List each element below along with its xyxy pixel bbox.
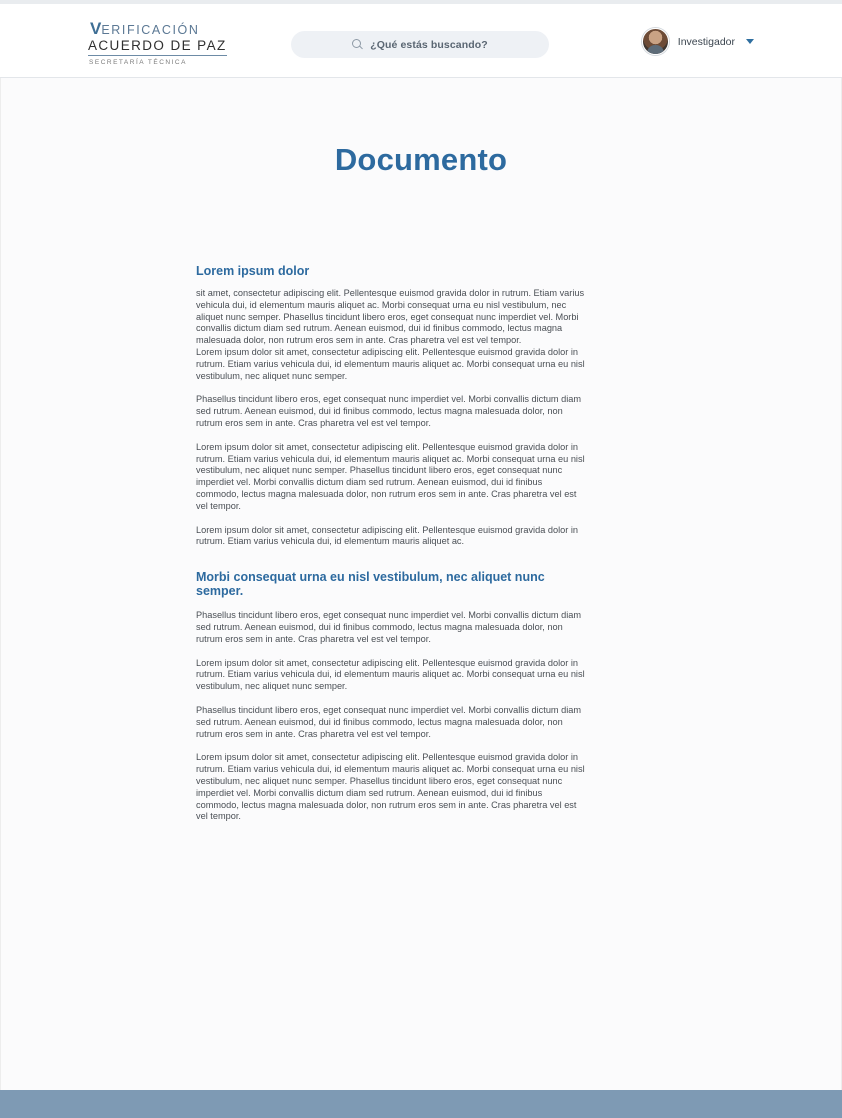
paragraph: sit amet, consectetur adipiscing elit. Pellentesque euismod gravida dolor in rutrum. Etiam varius vehicula dui, id elementum mauris aliquet ac. Morbi consequat urna eu nisl vestibulum, nec aliquet nunc semper. Phasellus tincidunt libero eros, eget consequat nunc imperdiet vel. Morbi convallis dictum diam sed rutrum. Aenean euismod, dui id finibus commodo, lectus magna malesuada dolor, non rutrum eros sem in ante. Cras pharetra vel est vel tempor. bbox=[196, 288, 585, 346]
chevron-down-icon[interactable] bbox=[746, 39, 754, 44]
brand-line-verificacion bbox=[88, 19, 288, 38]
paragraph: Phasellus tincidunt libero eros, eget consequat nunc imperdiet vel. Morbi convallis dictum diam sed rutrum. Aenean euismod, dui id finibus commodo, lectus magna malesuada dolor, non rutrum eros sem in ante. Cras pharetra vel est vel tempor. bbox=[196, 610, 582, 644]
paragraph: Lorem ipsum dolor sit amet, consectetur adipiscing elit. Pellentesque euismod gravida dolor in rutrum. Etiam varius vehicula dui, id elementum mauris aliquet ac. Morbi consequat urna eu nisl vestibulum, nec aliquet nunc semper. Phasellus tincidunt libero eros, eget consequat nunc imperdiet vel. Morbi convallis dictum diam sed rutrum. Aenean euismod, dui id finibus commodo, lectus magna malesuada dolor, non rutrum eros sem in ante. Cras pharetra vel est vel tempor. bbox=[196, 752, 585, 822]
section-heading-1: Lorem ipsum dolor bbox=[196, 264, 310, 278]
page-edge-left bbox=[0, 78, 1, 1090]
search-icon bbox=[352, 39, 363, 50]
search-placeholder: ¿Qué estás buscando? bbox=[370, 38, 488, 51]
brand-line-secretaria: SECRETARÍA TÉCNICA bbox=[89, 59, 187, 66]
search-input[interactable] bbox=[291, 31, 549, 58]
user-name: Investigador bbox=[677, 35, 735, 48]
paragraph: Phasellus tincidunt libero eros, eget consequat nunc imperdiet vel. Morbi convallis dictum diam sed rutrum. Aenean euismod, dui id finibus commodo, lectus magna malesuada dolor, non rutrum eros sem in ante. Cras pharetra vel est vel tempor. bbox=[196, 704, 582, 739]
brand-line1-rest: ERIFICACIÓN bbox=[101, 23, 200, 37]
paragraph: Lorem ipsum dolor sit amet, consectetur adipiscing elit. Pellentesque euismod gravida dolor in rutrum. Etiam varius vehicula dui, id elementum mauris aliquet ac. Morbi consequat urna eu nisl vestibulum, nec aliquet nunc semper. bbox=[196, 346, 585, 381]
avatar bbox=[642, 28, 669, 55]
paragraph: Phasellus tincidunt libero eros, eget consequat nunc imperdiet vel. Morbi convallis dictum diam sed rutrum. Aenean euismod, dui id finibus commodo, lectus magna malesuada dolor, non rutrum eros sem in ante. Cras pharetra vel est vel tempor. bbox=[196, 394, 582, 428]
app-header bbox=[0, 4, 842, 78]
document-body bbox=[196, 264, 586, 835]
page-title: Documento bbox=[334, 142, 508, 177]
brand-initial: V bbox=[90, 19, 102, 38]
section-heading-2: Morbi consequat urna eu nisl vestibulum, nec aliquet nunc semper. bbox=[196, 570, 545, 599]
paragraph: Lorem ipsum dolor sit amet, consectetur adipiscing elit. Pellentesque euismod gravida dolor in rutrum. Etiam varius vehicula dui, id elementum mauris aliquet ac. Morbi consequat urna eu nisl vestibulum, nec aliquet nunc semper. Phasellus tincidunt libero eros, eget consequat nunc imperdiet vel. Morbi convallis dictum diam sed rutrum. Aenean euismod, dui id finibus commodo, lectus magna malesuada dolor, non rutrum eros sem in ante. Cras pharetra vel est vel tempor. bbox=[196, 441, 585, 511]
brand-logo[interactable] bbox=[88, 19, 288, 66]
document-content bbox=[0, 78, 842, 1090]
paragraph: Lorem ipsum dolor sit amet, consectetur adipiscing elit. Pellentesque euismod gravida dolor in rutrum. Etiam varius vehicula dui, id elementum mauris aliquet ac. Morbi consequat urna eu nisl vestibulum, nec aliquet nunc semper. bbox=[196, 657, 585, 692]
footer-bar bbox=[0, 1090, 842, 1118]
user-menu[interactable] bbox=[642, 28, 754, 55]
brand-line-acuerdo: ACUERDO DE PAZ bbox=[88, 38, 227, 56]
paragraph: Lorem ipsum dolor sit amet, consectetur adipiscing elit. Pellentesque euismod gravida dolor in rutrum. Etiam varius vehicula dui, id elementum mauris aliquet ac. bbox=[196, 524, 578, 547]
search-inner bbox=[352, 39, 488, 51]
